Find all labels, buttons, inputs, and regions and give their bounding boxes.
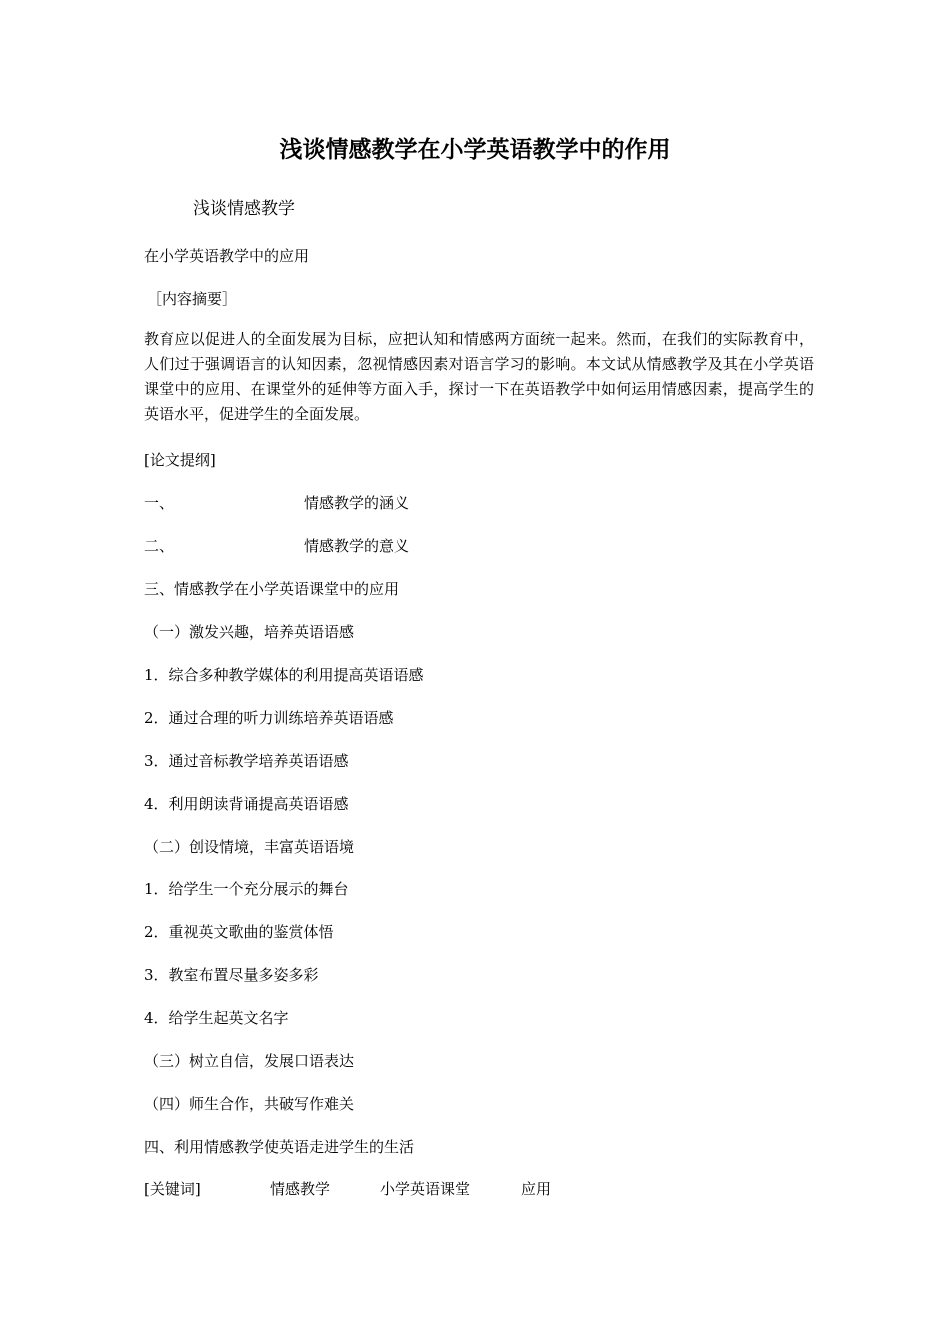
- outline-item-2: [144, 534, 409, 558]
- outline-item-3: 三、情感教学在小学英语课堂中的应用: [144, 580, 400, 598]
- keyword-1: 情感教学: [270, 1180, 331, 1198]
- outline-sub-2-1: 1．给学生一个充分展示的舞台: [144, 880, 349, 898]
- keyword-3: 应用: [521, 1180, 552, 1198]
- outline-sub-2-3: 3．教室布置尽量多姿多彩: [144, 966, 319, 984]
- keywords-line: [144, 1177, 551, 1201]
- abstract-header: ［内容摘要］: [147, 290, 238, 308]
- outline-item-1: [144, 491, 409, 515]
- outline-header: [论文提纲]: [144, 451, 216, 469]
- outline-item-2-text: 情感教学的意义: [304, 537, 410, 555]
- outline-sub-1-1: 1．综合多种教学媒体的利用提高英语语感: [144, 666, 424, 684]
- outline-sub-3: （三）树立自信，发展口语表达: [144, 1052, 355, 1070]
- keyword-2: 小学英语课堂: [380, 1180, 471, 1198]
- outline-sub-1: （一）激发兴趣，培养英语语感: [144, 623, 355, 641]
- keywords-label: [关键词]: [144, 1180, 201, 1198]
- document-subtitle-line2: 在小学英语教学中的应用: [144, 247, 310, 265]
- abstract-text: 教育应以促进人的全面发展为目标，应把认知和情感两方面统一起来。然而，在我们的实际教育中，人们过于强调语言的认知因素，忽视情感因素对语言学习的影响。本文试从情感教学及其在小学英语课堂中的应用、在课堂外的延伸等方面入手，探讨一下在英语教学中如何运用情感因素，提高学生的英语水平，促进学生的全面发展。: [144, 330, 814, 423]
- outline-sub-2-4: 4．给学生起英文名字: [144, 1009, 289, 1027]
- outline-sub-2: （二）创设情境，丰富英语语境: [144, 838, 355, 856]
- outline-item-2-number: 二、: [144, 537, 175, 555]
- outline-item-4: 四、利用情感教学使英语走进学生的生活: [144, 1138, 415, 1156]
- outline-item-1-text: 情感教学的涵义: [304, 494, 410, 512]
- outline-item-1-number: 一、: [144, 494, 175, 512]
- document-title: 浅谈情感教学在小学英语教学中的作用: [279, 136, 671, 163]
- outline-sub-2-2: 2．重视英文歌曲的鉴赏体悟: [144, 923, 334, 941]
- outline-sub-1-4: 4．利用朗读背诵提高英语语感: [144, 795, 349, 813]
- outline-sub-1-2: 2．通过合理的听力训练培养英语语感: [144, 709, 394, 727]
- document-subtitle: 浅谈情感教学: [193, 199, 295, 219]
- outline-sub-4: （四）师生合作，共破写作难关: [144, 1095, 355, 1113]
- outline-sub-1-3: 3．通过音标教学培养英语语感: [144, 752, 349, 770]
